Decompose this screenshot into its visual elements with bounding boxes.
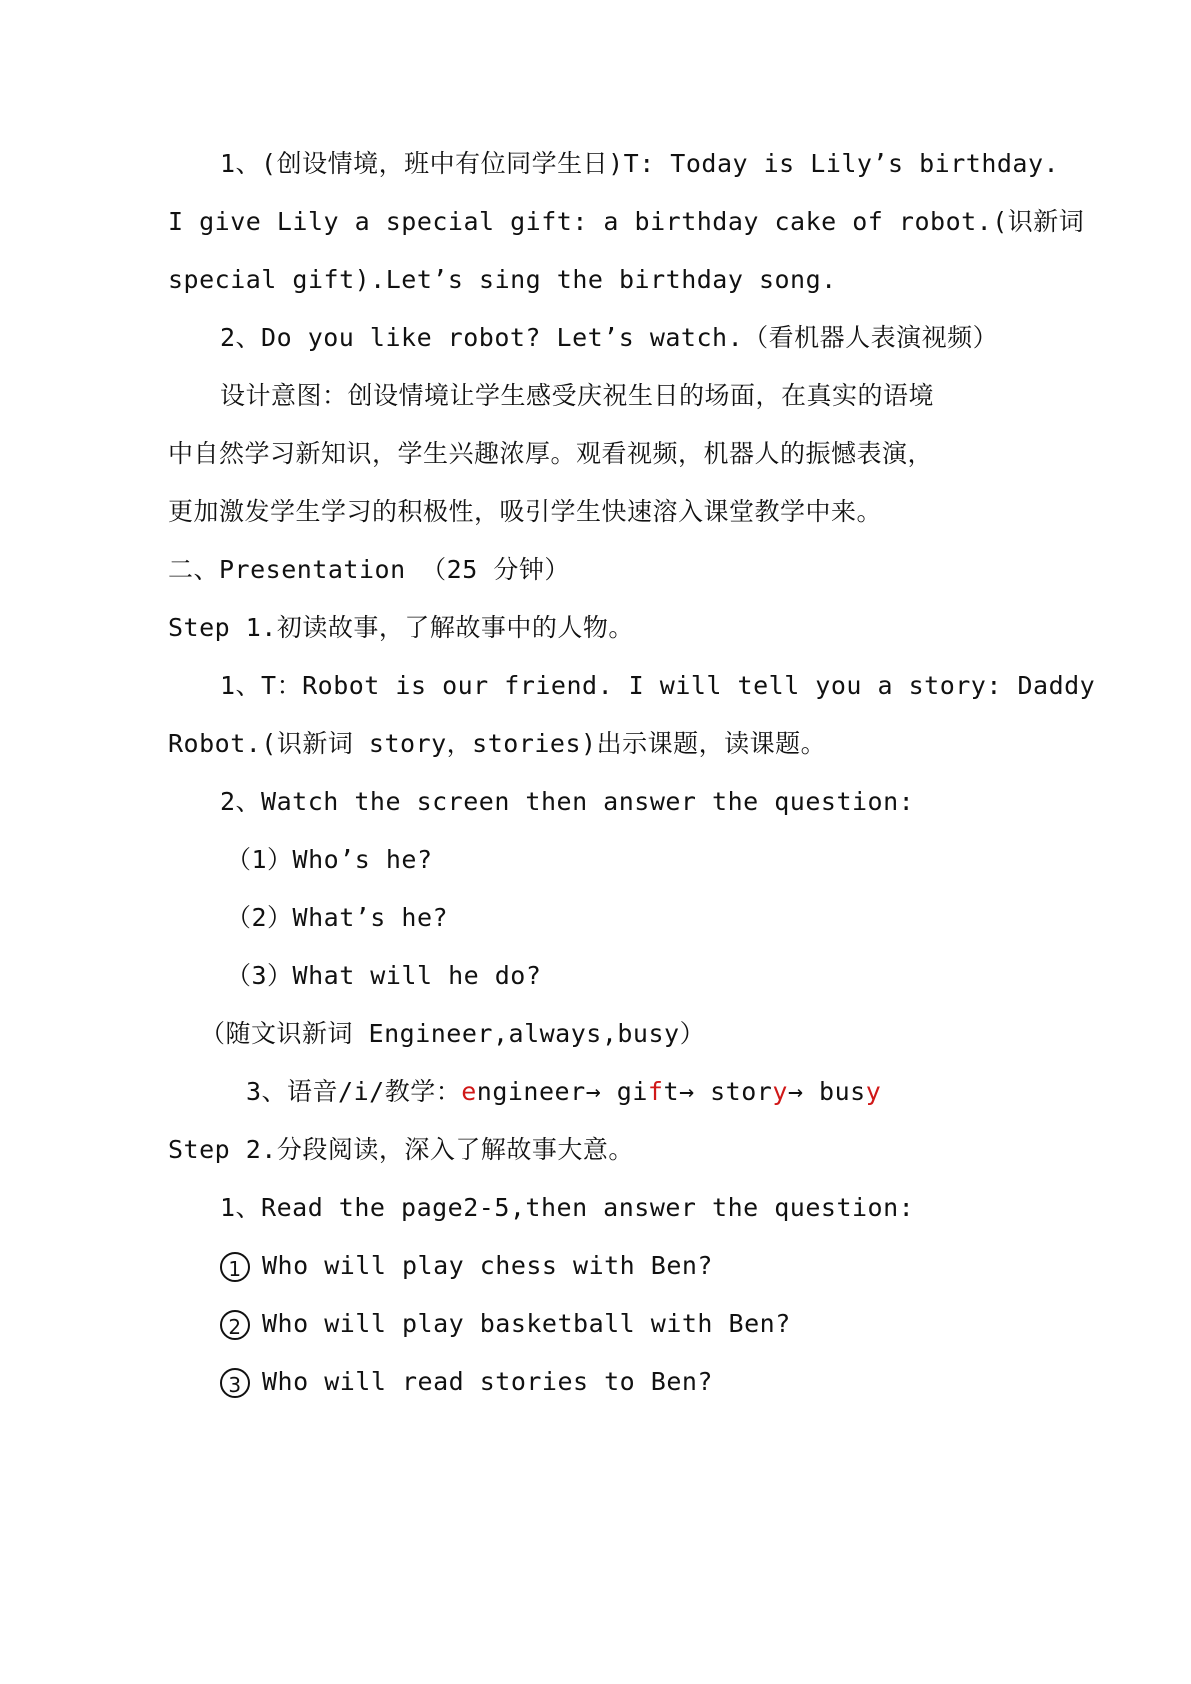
phonics-highlight: y <box>865 1077 882 1106</box>
question-text: Who will play basketball with Ben? <box>262 1309 791 1338</box>
design-intent-line: 设计意图：创设情境让学生感受庆祝生日的场面，在真实的语境 <box>220 381 935 410</box>
question-text: Who will read stories to Ben? <box>262 1367 713 1396</box>
phonics-word: t <box>663 1077 679 1106</box>
phonics-word: ngineer <box>476 1077 586 1106</box>
question-item <box>220 1250 713 1282</box>
section-heading: 二、Presentation （25 分钟） <box>168 555 570 584</box>
phonics-word: gi <box>616 1077 648 1106</box>
phonics-highlight: e <box>461 1077 477 1106</box>
paragraph-line: 1、(创设情境，班中有位同学生日)T: Today is Lily’s birthday. <box>220 149 1060 178</box>
phonics-line <box>246 1076 881 1108</box>
arrow-icon: → <box>679 1077 695 1106</box>
question-text: Who will play chess with Ben? <box>262 1251 713 1280</box>
paragraph-line: special gift).Let’s sing the birthday song. <box>168 265 837 294</box>
question-item <box>220 1366 713 1398</box>
question-item: （1）Who’s he? <box>226 845 433 874</box>
question-item: （3）What will he do? <box>226 961 542 990</box>
arrow-icon: → <box>787 1077 804 1106</box>
phonics-word: bus <box>819 1077 866 1106</box>
paragraph-line: Robot.(识新词 story，stories)出示课题，读课题。 <box>168 729 827 758</box>
arrow-icon: → <box>585 1077 602 1106</box>
question-item: （2）What’s he? <box>226 903 449 932</box>
step-heading: Step 2.分段阅读，深入了解故事大意。 <box>168 1135 634 1164</box>
paragraph-line: 1、T：Robot is our friend. I will tell you a story: Daddy <box>220 671 1096 700</box>
paragraph-line: 1、Read the page2-5,then answer the question: <box>220 1193 915 1222</box>
paragraph-line: I give Lily a special gift: a birthday cake of robot.(识新词 <box>168 207 1085 236</box>
circled-number: 2 <box>220 1310 250 1340</box>
phonics-highlight: f <box>647 1077 664 1106</box>
vocabulary-note: （随文识新词 Engineer,always,busy） <box>200 1019 706 1048</box>
circled-number: 1 <box>220 1252 250 1282</box>
question-item <box>220 1308 791 1340</box>
paragraph-line: 2、Do you like robot? Let’s watch.（看机器人表演视频） <box>220 323 999 352</box>
design-intent-line: 更加激发学生学习的积极性，吸引学生快速溶入课堂教学中来。 <box>168 497 883 526</box>
step-heading: Step 1.初读故事，了解故事中的人物。 <box>168 613 634 642</box>
phonics-word: stor <box>710 1077 773 1106</box>
circled-number: 3 <box>220 1368 250 1398</box>
phonics-highlight: y <box>772 1077 788 1106</box>
phonics-prefix: 3、语音/i/教学： <box>246 1077 462 1106</box>
design-intent-line: 中自然学习新知识，学生兴趣浓厚。观看视频，机器人的振憾表演， <box>168 439 934 468</box>
paragraph-line: 2、Watch the screen then answer the question: <box>220 787 915 816</box>
